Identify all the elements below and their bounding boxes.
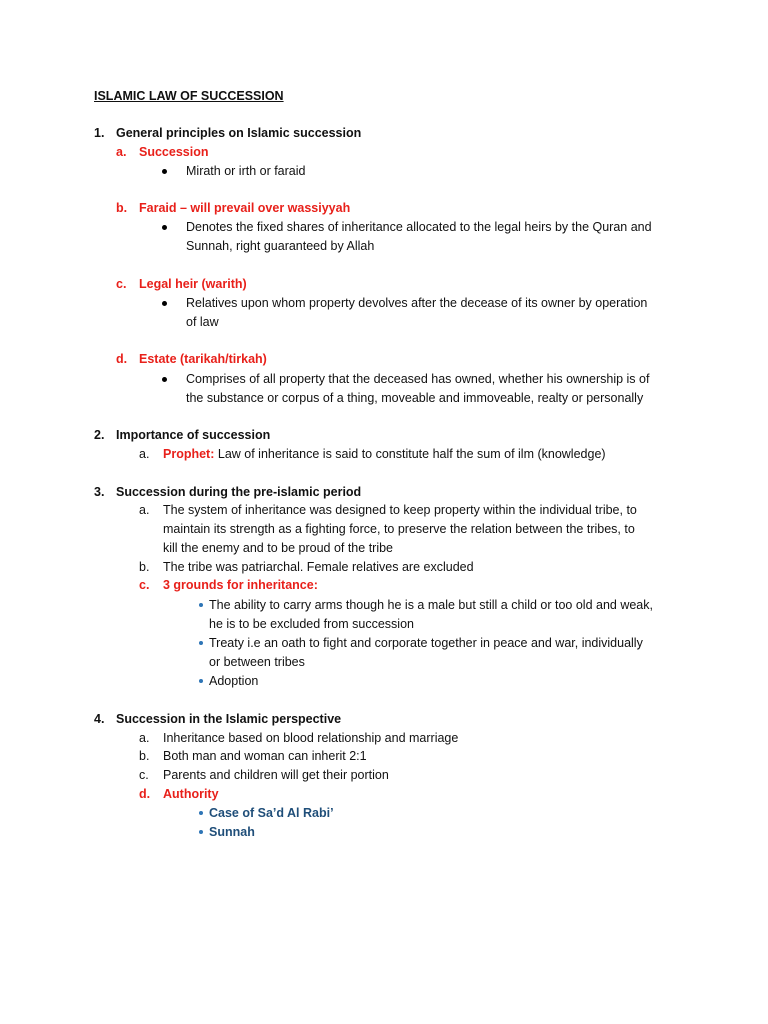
s3c-marker: c. — [139, 578, 150, 592]
s1-heading: General principles on Islamic succession — [116, 126, 362, 140]
s1c-marker: c. — [116, 277, 127, 291]
s3b-marker: b. — [139, 560, 150, 574]
s1b-label: Faraid – will prevail over wassiyyah — [139, 201, 351, 215]
s2-number: 2. — [94, 428, 105, 442]
s4c-marker: c. — [139, 768, 149, 782]
s3a-text-line2: maintain its strength as a fighting force, to preserve the relation between the tribes, to — [163, 522, 635, 536]
s4d-marker: d. — [139, 787, 151, 801]
s2a-marker: a. — [139, 447, 150, 461]
s3b-text: The tribe was patriarchal. Female relatives are excluded — [163, 560, 474, 574]
s1a-label: Succession — [139, 145, 209, 159]
s3-heading: Succession during the pre-islamic period — [116, 485, 362, 499]
s1d-bullet-text-line1: Comprises of all property that the deceased has owned, whether his ownership is of — [186, 372, 650, 386]
s1c-label: Legal heir (warith) — [139, 277, 247, 291]
s1b-marker: b. — [116, 201, 128, 215]
s1d-label: Estate (tarikah/tirkah) — [139, 352, 267, 366]
s2a-line — [163, 446, 606, 462]
document-title: ISLAMIC LAW OF SUCCESSION — [94, 89, 284, 103]
s3a-marker: a. — [139, 503, 150, 517]
s4d-bullet1: Case of Sa’d Al Rabi’ — [209, 806, 334, 820]
s3c-bullet2-line2: or between tribes — [209, 655, 305, 669]
s3c-bullet1-line2: he is to be excluded from succession — [209, 617, 414, 631]
s1a-marker: a. — [116, 145, 127, 159]
s4a-marker: a. — [139, 731, 150, 745]
s1-number: 1. — [94, 126, 105, 140]
s3a-text-line1: The system of inheritance was designed to keep property within the individual tribe, to — [163, 503, 637, 517]
s1d-marker: d. — [116, 352, 128, 366]
s3c-bullet2-line1: Treaty i.e an oath to fight and corporate together in peace and war, individually — [209, 636, 643, 650]
s2a-label: Prophet: — [163, 447, 215, 461]
s2-heading: Importance of succession — [116, 428, 271, 442]
s4-number: 4. — [94, 712, 105, 726]
s2a-text: Law of inheritance is said to constitute half the sum of ilm (knowledge) — [214, 447, 606, 461]
s4a-text: Inheritance based on blood relationship and marriage — [163, 731, 459, 745]
s1a-bullet-text: Mirath or irth or faraid — [186, 164, 306, 178]
s4-heading: Succession in the Islamic perspective — [116, 712, 342, 726]
s3c-label: 3 grounds for inheritance: — [163, 578, 318, 592]
s1b-bullet-text-line1: Denotes the fixed shares of inheritance allocated to the legal heirs by the Quran and — [186, 220, 652, 234]
s3a-text-line3: kill the enemy and to be proud of the tribe — [163, 541, 394, 555]
s4b-text: Both man and woman can inherit 2:1 — [163, 749, 367, 763]
s4c-text: Parents and children will get their portion — [163, 768, 389, 782]
s3-number: 3. — [94, 485, 105, 499]
s1b-bullet-text-line2: Sunnah, right guaranteed by Allah — [186, 239, 375, 253]
s1d-bullet-text-line2: the substance or corpus of a thing, moveable and immoveable, realty or personally — [186, 391, 644, 405]
s1c-bullet-text-line2: of law — [186, 315, 219, 329]
s3c-bullet3: Adoption — [209, 674, 259, 688]
s4b-marker: b. — [139, 749, 150, 763]
s4d-label: Authority — [163, 787, 219, 801]
s4d-bullet2: Sunnah — [209, 825, 255, 839]
s1c-bullet-text-line1: Relatives upon whom property devolves after the decease of its owner by operation — [186, 296, 648, 310]
s3c-bullet1-line1: The ability to carry arms though he is a male but still a child or too old and weak, — [209, 598, 653, 612]
